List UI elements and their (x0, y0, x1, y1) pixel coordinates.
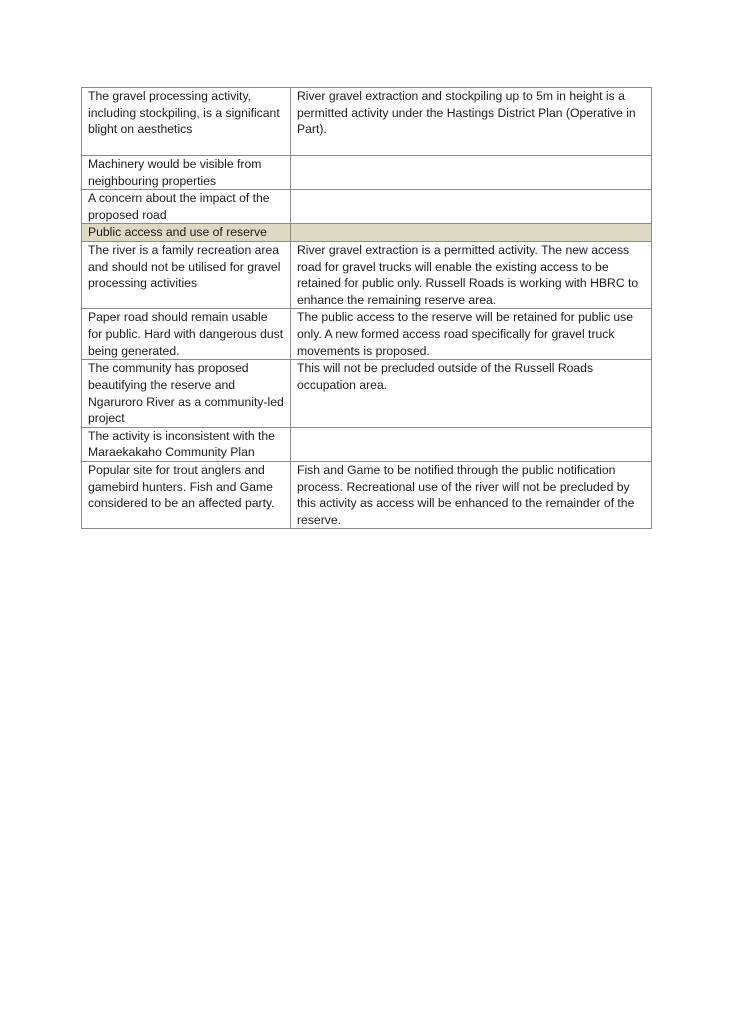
issue-cell: Popular site for trout anglers and gamebird hunters. Fish and Game considered to be an affected party. (82, 461, 291, 528)
response-cell: The public access to the reserve will be retained for public use only. A new formed access road specifically for gravel truck movements is proposed. (291, 309, 652, 360)
response-cell (291, 156, 652, 190)
issue-cell: The community has proposed beautifying the reserve and Ngaruroro River as a community-led project (82, 360, 291, 427)
issue-cell: Machinery would be visible from neighbouring properties (82, 156, 291, 190)
table-row (82, 241, 652, 308)
table-row (82, 360, 652, 427)
issue-cell: The river is a family recreation area and should not be utilised for gravel processing activities (82, 241, 291, 308)
response-cell (291, 190, 652, 224)
issue-cell: The activity is inconsistent with the Maraekakaho Community Plan (82, 427, 291, 461)
table-row (82, 88, 652, 156)
section-header-empty-cell (291, 224, 652, 242)
response-cell: River gravel extraction and stockpiling up to 5m in height is a permitted activity under the Hastings District Plan (Operative in Part). (291, 88, 652, 156)
table-row (82, 461, 652, 528)
table-row (82, 427, 652, 461)
issue-cell: Paper road should remain usable for public. Hard with dangerous dust being generated. (82, 309, 291, 360)
response-cell (291, 427, 652, 461)
section-header-row (82, 224, 652, 242)
response-cell: River gravel extraction is a permitted activity. The new access road for gravel trucks will enable the existing access to be retained for public only. Russell Roads is working with HBRC to enhance the remaining reserve area. (291, 241, 652, 308)
section-header-cell: Public access and use of reserve (82, 224, 291, 242)
table-row (82, 156, 652, 190)
table-row (82, 309, 652, 360)
table-row (82, 190, 652, 224)
response-cell: This will not be precluded outside of the Russell Roads occupation area. (291, 360, 652, 427)
response-cell: Fish and Game to be notified through the public notification process. Recreational use of the river will not be precluded by this activity as access will be enhanced to the remainder of the reserve. (291, 461, 652, 528)
issue-cell: A concern about the impact of the proposed road (82, 190, 291, 224)
submissions-table (81, 87, 652, 529)
issue-cell: The gravel processing activity, including stockpiling, is a significant blight on aesthetics (82, 88, 291, 156)
